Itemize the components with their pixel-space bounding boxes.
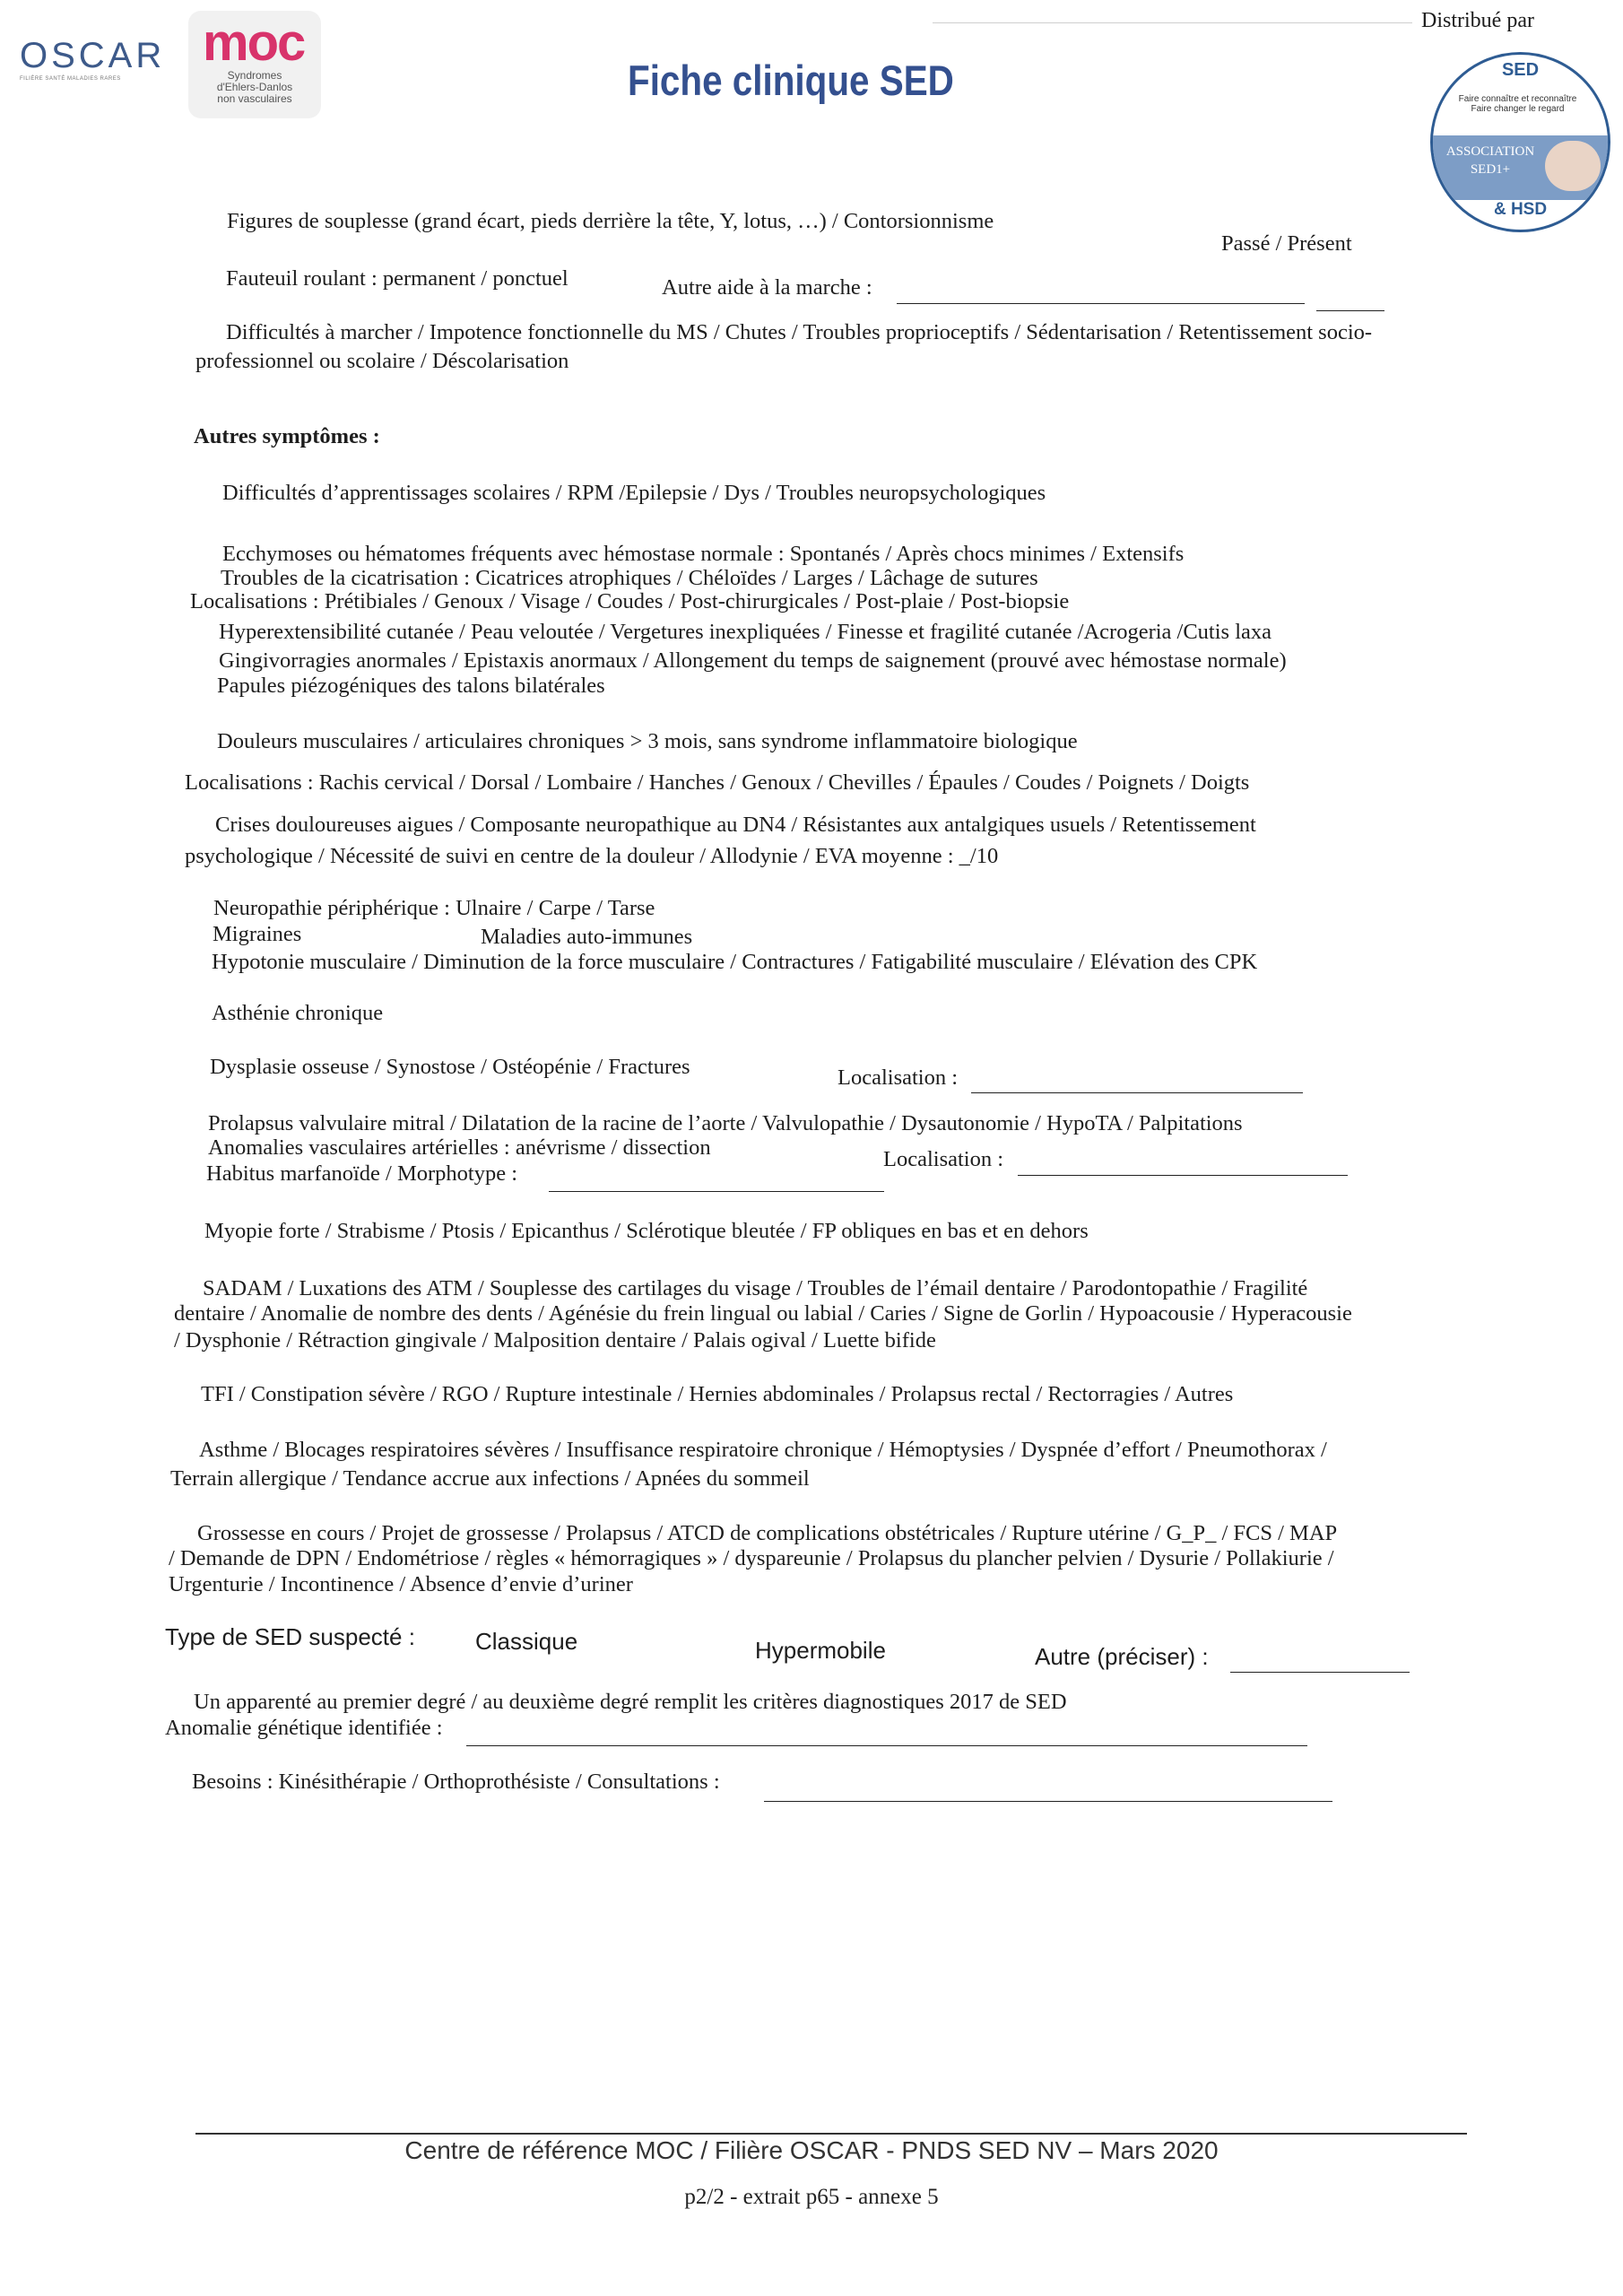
- grossesse-line-2: / Demande de DPN / Endométriose / règles « hémorragiques » / dyspareunie / Prolapsus du plancher pelvien / Dysurie / Pollakiurie /: [169, 1546, 1334, 1570]
- oscar-logo: [20, 36, 172, 90]
- autre-aide-label: Autre aide à la marche :: [662, 275, 872, 300]
- cicatrisation-line: Troubles de la cicatrisation : Cicatrices atrophiques / Chéloïdes / Larges / Lâchage de sutures: [221, 566, 1038, 590]
- migraines-label: Migraines: [213, 922, 302, 946]
- douleurs-line: Douleurs musculaires / articulaires chroniques > 3 mois, sans syndrome inflammatoire biologique: [217, 729, 1078, 753]
- anomalie-genetique-label: Anomalie génétique identifiée :: [165, 1716, 443, 1740]
- passe-present-label: Passé / Présent: [1221, 231, 1352, 256]
- crises-line-1: Crises douloureuses aigues / Composante neuropathique au DN4 / Résistantes aux antalgiques usuels / Retentissement: [215, 813, 1256, 837]
- moc-logo-text: moc: [203, 13, 305, 72]
- sadam-line-2: dentaire / Anomalie de nombre des dents / Agénésie du frein lingual ou labial / Caries / Signe de Gorlin / Hypoacousie / Hyperacousie: [174, 1301, 1352, 1326]
- grossesse-line-1: Grossesse en cours / Projet de grossesse / Prolapsus / ATCD de complications obstétricales / Rupture utérine / G_P_ / FCS / MAP: [197, 1521, 1338, 1545]
- oscar-logo-text: OSCAR: [20, 36, 166, 75]
- oscar-logo-tagline: FILIÈRE SANTÉ MALADIES RARES: [20, 76, 121, 82]
- badge-bottom-text: & HSD: [1493, 200, 1548, 219]
- moc-logo-subtitle: Syndromes d'Ehlers-Danlos non vasculaires: [216, 69, 293, 105]
- association-badge-logo: [1430, 52, 1610, 232]
- gingivorragies-line: Gingivorragies anormales / Epistaxis anormaux / Allongement du temps de saignement (prouvé avec hémostase normale): [219, 648, 1287, 673]
- morphotype-field[interactable]: [549, 1175, 884, 1192]
- vasculaire-localisation-label: Localisation :: [883, 1147, 1004, 1171]
- footer-reference: Centre de référence MOC / Filière OSCAR - PNDS SED NV – Mars 2020: [404, 2136, 1219, 2164]
- apparente-line: Un apparenté au premier degré / au deuxième degré remplit les critères diagnostiques 2017 de SED: [194, 1690, 1067, 1714]
- dysplasie-localisation-label: Localisation :: [838, 1065, 959, 1090]
- type-sed-autre-field[interactable]: [1230, 1656, 1410, 1673]
- header-rule: [933, 22, 1412, 23]
- badge-top-text: SED: [1501, 60, 1540, 80]
- type-sed-autre-option[interactable]: Autre (préciser) :: [1035, 1643, 1209, 1670]
- neuropathie-line: Neuropathie périphérique : Ulnaire / Carpe / Tarse: [213, 896, 655, 920]
- anomalies-vasculaires-line: Anomalies vasculaires artérielles : anévrisme / dissection: [208, 1135, 711, 1160]
- localisations-douleurs-line: Localisations : Rachis cervical / Dorsal / Lombaire / Hanches / Genoux / Chevilles / Épaules / Coudes / Poignets / Doigts: [185, 770, 1250, 795]
- vasculaire-localisation-field[interactable]: [1018, 1159, 1348, 1176]
- difficultes-marcher-line-2: professionnel ou scolaire / Déscolarisation: [195, 349, 569, 373]
- asthme-line-2: Terrain allergique / Tendance accrue aux infections / Apnées du sommeil: [170, 1466, 810, 1491]
- page-title: Fiche clinique SED: [628, 57, 954, 104]
- habitus-line: Habitus marfanoïde / Morphotype :: [206, 1161, 518, 1186]
- myopie-line: Myopie forte / Strabisme / Ptosis / Epicanthus / Sclérotique bleutée / FP obliques en bas et en dehors: [204, 1219, 1089, 1243]
- auto-immunes-label: Maladies auto-immunes: [481, 925, 693, 949]
- badge-tagline: Faire connaître et reconnaître Faire changer le regard: [1458, 94, 1577, 114]
- autre-aide-field[interactable]: [897, 287, 1305, 304]
- autre-aide-field-2[interactable]: [1316, 294, 1384, 311]
- footer-page-number: p2/2 - extrait p65 - annexe 5: [684, 2185, 939, 2209]
- papules-line: Papules piézogéniques des talons bilatérales: [217, 674, 605, 698]
- footer-rule: [195, 2133, 1467, 2135]
- tfi-line: TFI / Constipation sévère / RGO / Rupture intestinale / Hernies abdominales / Prolapsus rectal / Rectorragies / Autres: [201, 1382, 1234, 1406]
- grossesse-line-3: Urgenturie / Incontinence / Absence d’envie d’uriner: [169, 1572, 633, 1596]
- badge-association-text: ASSOCIATION SED1+: [1445, 144, 1535, 177]
- sadam-line-1: SADAM / Luxations des ATM / Souplesse des cartilages du visage / Troubles de l’émail dentaire / Parodontopathie / Fragilité: [203, 1276, 1308, 1300]
- sadam-line-3: / Dysphonie / Rétraction gingivale / Malposition dentaire / Palais ogival / Luette bifide: [174, 1328, 936, 1352]
- ecchymoses-line: Ecchymoses ou hématomes fréquents avec hémostase normale : Spontanés / Après chocs minimes / Extensifs: [222, 542, 1185, 566]
- type-sed-classique-option[interactable]: Classique: [475, 1628, 578, 1655]
- type-sed-label: Type de SED suspecté :: [165, 1623, 415, 1650]
- dysplasie-line: Dysplasie osseuse / Synostose / Ostéopénie / Fractures: [210, 1055, 690, 1079]
- asthme-line-1: Asthme / Blocages respiratoires sévères / Insuffisance respiratoire chronique / Hémoptysies / Dyspnée d’effort / Pneumothorax /: [199, 1438, 1327, 1462]
- asthenie-line: Asthénie chronique: [212, 1001, 384, 1025]
- dysplasie-localisation-field[interactable]: [971, 1076, 1303, 1093]
- fauteuil-line: Fauteuil roulant : permanent / ponctuel: [226, 266, 568, 291]
- apprentissages-line: Difficultés d’apprentissages scolaires / RPM /Epilepsie / Dys / Troubles neuropsychologiques: [222, 481, 1046, 505]
- localisations-cutanees-line: Localisations : Prétibiales / Genoux / Visage / Coudes / Post-chirurgicales / Post-plaie / Post-biopsie: [190, 589, 1070, 613]
- prolapsus-valvulaire-line: Prolapsus valvulaire mitral / Dilatation de la racine de l’aorte / Valvulopathie / Dysautonomie / HypoTA / Palpitations: [208, 1111, 1243, 1135]
- hands-photo-icon: [1545, 141, 1601, 191]
- besoins-field[interactable]: [764, 1785, 1332, 1802]
- besoins-label: Besoins : Kinésithérapie / Orthoprothésiste / Consultations :: [192, 1770, 720, 1794]
- difficultes-marcher-line-1: Difficultés à marcher / Impotence fonctionnelle du MS / Chutes / Troubles proprioceptifs / Sédentarisation / Retentissement socio-: [226, 320, 1373, 344]
- type-sed-hypermobile-option[interactable]: Hypermobile: [755, 1637, 886, 1664]
- souplesse-line: Figures de souplesse (grand écart, pieds derrière la tête, Y, lotus, …) / Contorsionnisme: [227, 209, 994, 233]
- hypotonie-line: Hypotonie musculaire / Diminution de la force musculaire / Contractures / Fatigabilité musculaire / Elévation des CPK: [212, 950, 1258, 974]
- hyperextensibilite-line: Hyperextensibilité cutanée / Peau veloutée / Vergetures inexpliquées / Finesse et fragilité cutanée /Acrogeria /Cutis laxa: [219, 620, 1272, 644]
- crises-line-2: psychologique / Nécessité de suivi en centre de la douleur / Allodynie / EVA moyenne : _/10: [185, 844, 999, 868]
- distributed-by-label: Distribué par: [1421, 9, 1534, 32]
- moc-logo: [188, 11, 321, 118]
- autres-symptomes-heading: Autres symptômes :: [194, 424, 380, 448]
- anomalie-genetique-field[interactable]: [466, 1729, 1307, 1746]
